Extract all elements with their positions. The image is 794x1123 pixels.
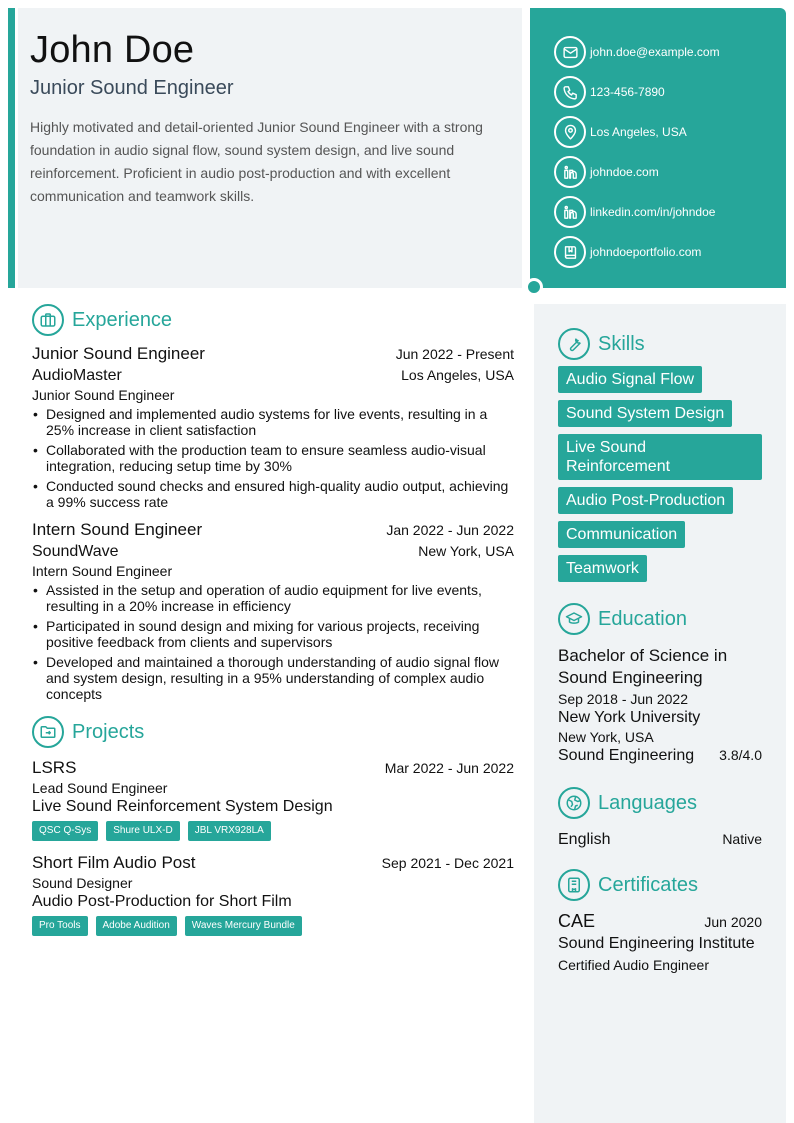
header-accent-bar — [8, 8, 15, 288]
certificate-issuer: Sound Engineering Institute — [558, 935, 755, 952]
project-tags — [32, 916, 514, 936]
language-level: Native — [722, 831, 762, 847]
contact-portfolio[interactable] — [554, 232, 786, 272]
project-tag: Adobe Audition — [96, 916, 177, 936]
education-degree: Bachelor of Science in Sound Engineering — [558, 646, 728, 687]
certificate-icon — [558, 869, 590, 901]
contact-phone-text: 123-456-7890 — [590, 85, 665, 99]
skill-tag: Teamwork — [558, 555, 647, 582]
bullet: • Designed and implemented audio systems for live events, resulting in a 25% increase in client satisfaction — [32, 406, 514, 438]
mail-icon — [554, 36, 586, 68]
certificate-description: Certified Audio Engineer — [558, 957, 709, 973]
globe-icon — [558, 787, 590, 819]
experience-title: Experience — [72, 308, 173, 331]
skills-list — [558, 366, 762, 589]
certificate-name: CAE — [558, 911, 596, 931]
experience-company: AudioMaster — [32, 367, 122, 384]
contact-location-text: Los Angeles, USA — [590, 125, 687, 139]
linkedin-icon — [554, 196, 586, 228]
project-date: Sep 2021 - Dec 2021 — [381, 855, 514, 871]
contact-email[interactable] — [554, 32, 786, 72]
main-column — [32, 304, 514, 936]
contact-panel — [530, 8, 786, 288]
education-title: Education — [598, 607, 687, 630]
experience-title-text: Intern Sound Engineer — [32, 520, 203, 539]
folder-icon — [32, 716, 64, 748]
project-item — [32, 758, 514, 841]
experience-bullets — [32, 406, 514, 510]
certificates-header — [558, 869, 762, 901]
language-item — [558, 831, 762, 849]
experience-location: Los Angeles, USA — [401, 367, 514, 383]
bullet: • Participated in sound design and mixing for various projects, receiving positive feedback from clients and supervisors — [32, 618, 514, 650]
skill-tag: Audio Signal Flow — [558, 366, 702, 393]
skill-tag: Live Sound Reinforcement — [558, 434, 762, 480]
job-title: Junior Sound Engineer — [30, 77, 234, 99]
experience-date: Jun 2022 - Present — [395, 346, 514, 362]
wrench-icon — [558, 328, 590, 360]
certificate-date: Jun 2020 — [704, 914, 762, 930]
bullet: • Conducted sound checks and ensured high-quality audio output, achieving a 99% success rate — [32, 478, 514, 510]
project-tag: Shure ULX-D — [106, 821, 179, 841]
timeline-dot — [525, 278, 543, 296]
skill-tag: Audio Post-Production — [558, 487, 733, 514]
projects-title: Projects — [72, 720, 145, 743]
project-description: Live Sound Reinforcement System Design — [32, 798, 333, 815]
book-icon — [554, 236, 586, 268]
contact-linkedin-text: linkedin.com/in/johndoe — [590, 205, 716, 219]
contact-linkedin[interactable] — [554, 192, 786, 232]
person-name: John Doe — [30, 29, 195, 71]
education-field-row — [558, 747, 762, 765]
project-tag: Waves Mercury Bundle — [185, 916, 302, 936]
skills-header — [558, 328, 762, 360]
contact-location — [554, 112, 786, 152]
project-date: Mar 2022 - Jun 2022 — [384, 760, 514, 776]
skill-tag: Communication — [558, 521, 685, 548]
experience-location: New York, USA — [418, 543, 514, 559]
project-name: Short Film Audio Post — [32, 853, 196, 872]
bullet: • Collaborated with the production team to ensure seamless audio-visual integration, reducing setup time by 30% — [32, 442, 514, 474]
skill-tag: Sound System Design — [558, 400, 732, 427]
bullet: • Assisted in the setup and operation of audio equipment for live events, resulting in a 20% increase in efficiency — [32, 582, 514, 614]
project-role: Sound Designer — [32, 875, 133, 891]
experience-item — [32, 344, 514, 510]
certificates-title: Certificates — [598, 873, 699, 896]
project-description: Audio Post-Production for Short Film — [32, 893, 292, 910]
languages-title: Languages — [598, 791, 697, 814]
bullet: • Developed and maintained a thorough understanding of audio signal flow and system design, resulting in a 95% understanding of complex audio concepts — [32, 654, 514, 702]
contact-website-text: johndoe.com — [590, 165, 659, 179]
experience-item — [32, 520, 514, 702]
project-item — [32, 853, 514, 936]
project-tags — [32, 821, 514, 841]
certificate-item — [558, 911, 762, 932]
education-university: New York University — [558, 709, 701, 726]
experience-role: Intern Sound Engineer — [32, 563, 173, 579]
project-tag: QSC Q-Sys — [32, 821, 98, 841]
experience-header — [32, 304, 514, 336]
project-name: LSRS — [32, 758, 77, 777]
project-tag: Pro Tools — [32, 916, 88, 936]
graduation-cap-icon — [558, 603, 590, 635]
map-pin-icon — [554, 116, 586, 148]
sidebar — [534, 304, 786, 1123]
phone-icon — [554, 76, 586, 108]
language-name: English — [558, 831, 611, 848]
skills-title: Skills — [598, 332, 645, 355]
header-panel — [18, 8, 522, 288]
experience-company: SoundWave — [32, 543, 119, 560]
education-field: Sound Engineering — [558, 747, 695, 764]
summary: Highly motivated and detail-oriented Junior Sound Engineer with a strong foundation in audio signal flow, sound system design, and live sound reinforcement. Proficient in audio post-production and with excellent communication and teamwork skills. — [30, 119, 483, 204]
project-role: Lead Sound Engineer — [32, 780, 168, 796]
experience-bullets — [32, 582, 514, 702]
education-gpa: 3.8/4.0 — [719, 747, 762, 763]
experience-role: Junior Sound Engineer — [32, 387, 175, 403]
contact-website[interactable] — [554, 152, 786, 192]
education-location: New York, USA — [558, 729, 654, 745]
education-date: Sep 2018 - Jun 2022 — [558, 691, 688, 707]
experience-date: Jan 2022 - Jun 2022 — [386, 522, 514, 538]
briefcase-icon — [32, 304, 64, 336]
experience-title-text: Junior Sound Engineer — [32, 344, 205, 363]
languages-header — [558, 787, 762, 819]
linkedin-icon — [554, 156, 586, 188]
contact-phone[interactable] — [554, 72, 786, 112]
contact-portfolio-text: johndoeportfolio.com — [590, 245, 702, 259]
contact-email-text: john.doe@example.com — [590, 45, 720, 59]
education-header — [558, 603, 762, 635]
projects-header — [32, 716, 514, 748]
project-tag: JBL VRX928LA — [188, 821, 271, 841]
